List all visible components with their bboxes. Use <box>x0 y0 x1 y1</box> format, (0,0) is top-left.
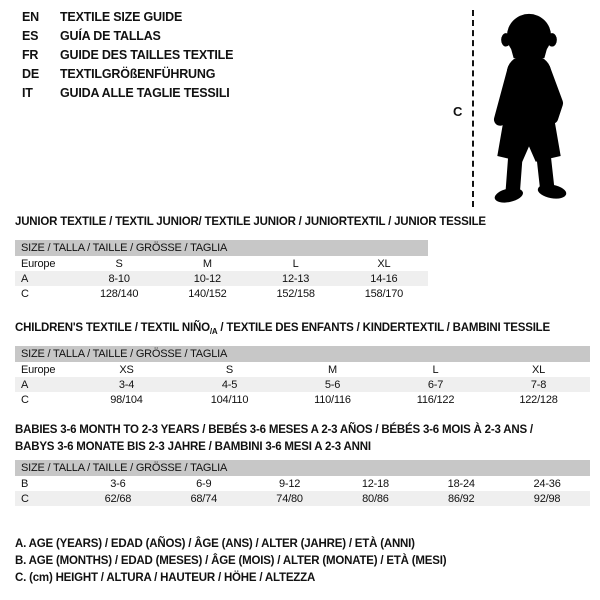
table-row <box>15 362 590 377</box>
table-row <box>15 286 428 301</box>
row-label: B <box>21 477 29 490</box>
footnote-c: C. (cm) HEIGHT / ALTURA / HAUTEUR / HÖHE / ALTEZZA <box>15 572 316 584</box>
table-cell: M <box>328 363 337 376</box>
height-dashed-line <box>472 10 474 207</box>
height-measure-label: C <box>453 104 463 119</box>
language-code: FR <box>22 48 39 62</box>
table-cell: 6-9 <box>196 477 212 490</box>
table-cell: XL <box>531 363 546 376</box>
table-cell: 158/170 <box>364 287 404 300</box>
table-row <box>15 392 590 407</box>
table-cell: 74/80 <box>247 491 333 506</box>
table-cell: 86/92 <box>418 491 504 506</box>
language-row-fr <box>22 46 233 65</box>
footnote-b: B. AGE (MONTHS) / EDAD (MESES) / ÂGE (MOIS) / ALTER (MONATE) / ETÀ (MESI) <box>15 555 447 567</box>
junior-section-title: JUNIOR TEXTILE / TEXTIL JUNIOR/ TEXTILE JUNIOR / JUNIORTEXTIL / JUNIOR TESSILE <box>15 216 486 228</box>
junior-size-table <box>15 240 428 301</box>
language-title: GUÍA DE TALLAS <box>60 29 161 43</box>
language-code: ES <box>22 29 39 43</box>
table-cell: 5-6 <box>281 377 384 392</box>
table-cell: 4-5 <box>178 377 281 392</box>
table-cell: 12-18 <box>361 477 389 490</box>
baby-silhouette-icon <box>481 6 577 210</box>
table-cell: 92/98 <box>504 491 590 506</box>
language-code: DE <box>22 67 39 81</box>
table-cell: 14-16 <box>340 271 428 286</box>
language-row-it <box>22 84 233 103</box>
children-title-subscript: /A <box>209 327 218 336</box>
row-label: A <box>15 377 75 392</box>
row-label: C <box>21 393 29 406</box>
table-row <box>15 476 590 491</box>
babies-title-line2: BABYS 3-6 MONATE BIS 2-3 JAHRE / BAMBINI 3-6 MESI A 2-3 ANNI <box>15 441 371 453</box>
language-row-de <box>22 65 233 84</box>
table-cell: S <box>115 257 123 270</box>
table-row <box>15 377 590 392</box>
table-cell: L <box>432 363 439 376</box>
language-code: EN <box>22 10 39 24</box>
table-cell: S <box>225 363 234 376</box>
language-title: GUIDA ALLE TAGLIE TESSILI <box>60 86 230 100</box>
table-cell: 12-13 <box>252 271 340 286</box>
babies-title-line1: BABIES 3-6 MONTH TO 2-3 YEARS / BEBÉS 3-6 MESES A 2-3 AÑOS / BÉBÉS 3-6 MOIS À 2-3 ANS / <box>15 424 533 436</box>
table-cell: 128/140 <box>99 287 139 300</box>
language-title: TEXTILE SIZE GUIDE <box>60 10 183 24</box>
row-label: A <box>15 271 75 286</box>
table-cell: 3-6 <box>110 477 126 490</box>
language-code: IT <box>22 86 33 100</box>
children-title-suffix: / TEXTILE DES ENFANTS / KINDERTEXTIL / BAMBINI TESSILE <box>217 322 550 334</box>
row-label: C <box>15 491 75 506</box>
babies-section-title <box>15 422 533 456</box>
footnote-a: A. AGE (YEARS) / EDAD (AÑOS) / ÂGE (ANS) / ALTER (JAHRE) / ETÀ (ANNI) <box>15 538 415 550</box>
table-cell: 122/128 <box>519 393 558 406</box>
table-cell: 18-24 <box>447 477 475 490</box>
children-size-table <box>15 346 590 407</box>
table-cell: 24-36 <box>533 477 561 490</box>
table-row <box>15 271 428 286</box>
language-title-list <box>22 8 233 103</box>
row-label: C <box>21 287 29 300</box>
size-table-header: SIZE / TALLA / TAILLE / GRÖSSE / TAGLIA <box>15 240 428 256</box>
table-cell: 10-12 <box>163 271 251 286</box>
table-cell: 152/158 <box>276 287 315 300</box>
language-row-en <box>22 8 233 27</box>
table-cell: 62/68 <box>75 491 161 506</box>
table-cell: 6-7 <box>384 377 487 392</box>
row-label: Europe <box>21 257 56 270</box>
table-cell: 116/122 <box>416 393 455 406</box>
table-cell: 7-8 <box>487 377 590 392</box>
size-table-header: SIZE / TALLA / TAILLE / GRÖSSE / TAGLIA <box>15 460 590 476</box>
table-cell: 80/86 <box>332 491 418 506</box>
row-label: Europe <box>21 363 56 376</box>
table-cell: L <box>292 257 299 270</box>
table-row <box>15 256 428 271</box>
table-cell: 3-4 <box>75 377 178 392</box>
table-cell: 68/74 <box>161 491 247 506</box>
table-cell: 110/116 <box>314 393 351 406</box>
language-title: GUIDE DES TAILLES TEXTILE <box>60 48 234 62</box>
table-cell: 8-10 <box>75 271 163 286</box>
table-row <box>15 491 590 506</box>
size-table-header: SIZE / TALLA / TAILLE / GRÖSSE / TAGLIA <box>15 346 590 362</box>
language-title: TEXTILGRÖßENFÜHRUNG <box>60 67 216 81</box>
children-section-title <box>15 322 550 336</box>
table-cell: 98/104 <box>110 393 143 406</box>
table-cell: 9-12 <box>278 477 301 490</box>
footnotes <box>15 536 446 587</box>
language-row-es <box>22 27 233 46</box>
babies-size-table <box>15 460 590 506</box>
table-cell: 140/152 <box>188 287 227 300</box>
table-cell: 104/110 <box>210 393 249 406</box>
children-title-prefix: CHILDREN'S TEXTILE / TEXTIL NIÑO <box>15 322 210 334</box>
table-cell: XS <box>119 363 134 376</box>
table-cell: M <box>202 257 212 270</box>
table-cell: XL <box>377 257 391 270</box>
